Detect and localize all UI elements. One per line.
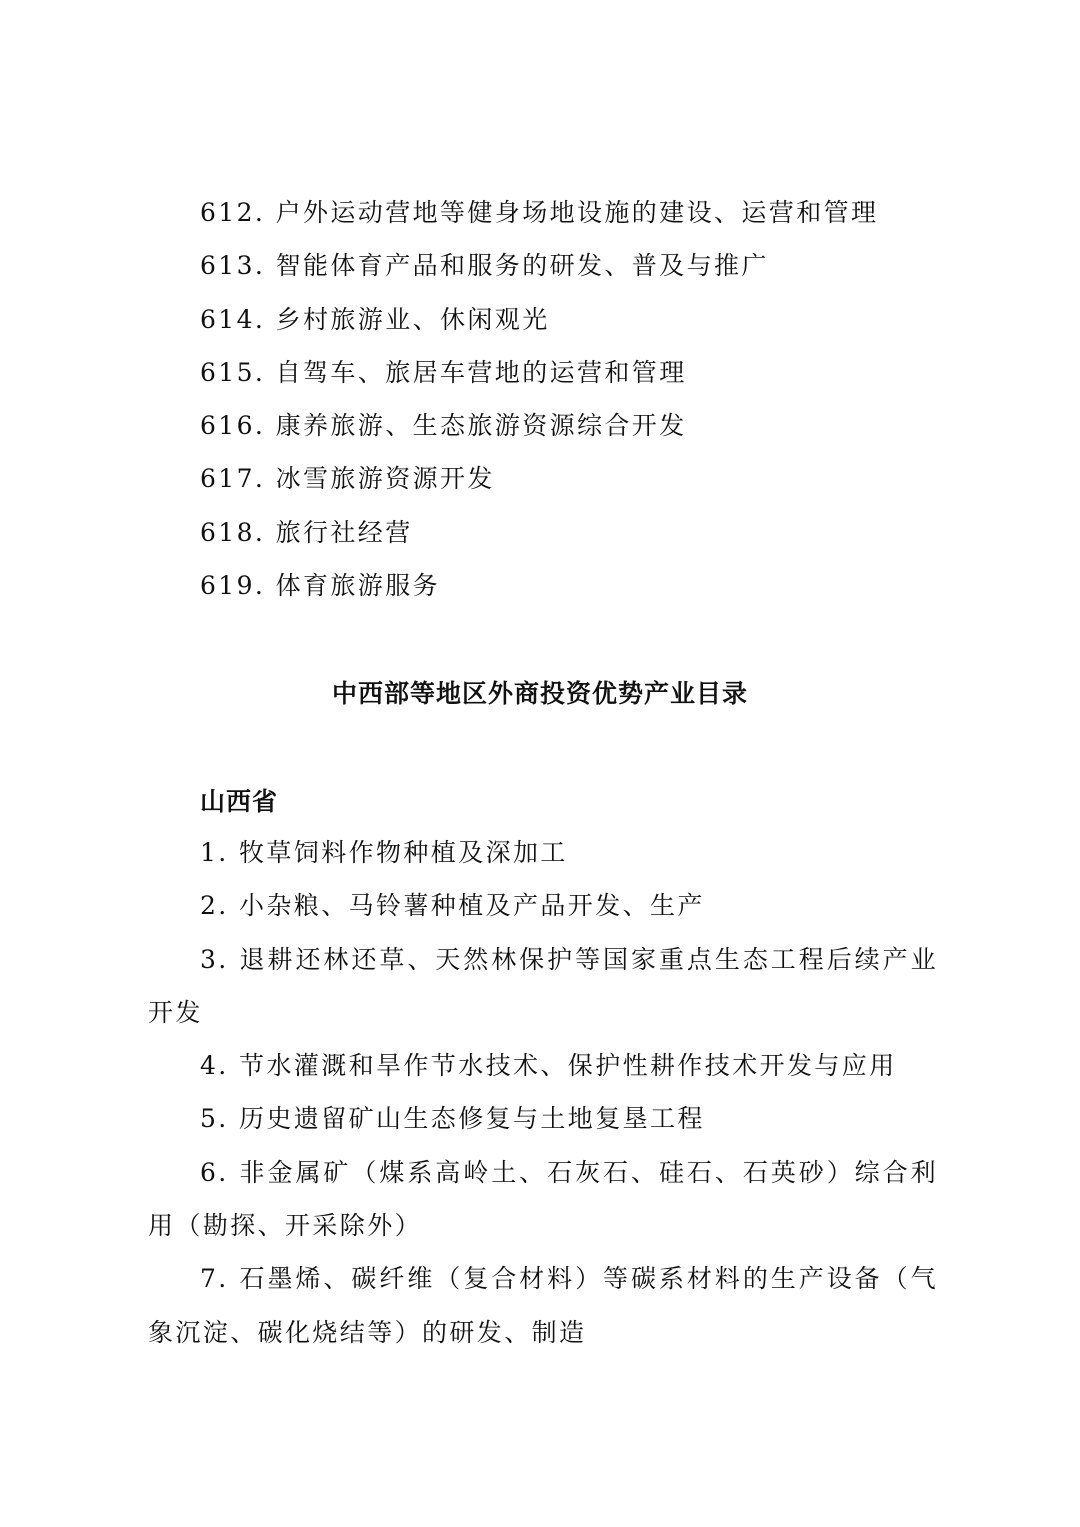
list-item-615: 615. 自驾车、旅居车营地的运营和管理 xyxy=(200,357,687,387)
province-item-list xyxy=(148,826,938,1359)
list-item-618: 618. 旅行社经营 xyxy=(200,517,413,547)
province-item-6: 6. 非金属矿（煤系高岭土、石灰石、硅石、石英砂）综合利用（勘探、开采除外） xyxy=(148,1157,938,1241)
list-item-613: 613. 智能体育产品和服务的研发、普及与推广 xyxy=(200,251,769,281)
province-item-5: 5. 历史遗留矿山生态修复与土地复垦工程 xyxy=(200,1104,705,1134)
list-item-612: 612. 户外运动营地等健身场地设施的建设、运营和管理 xyxy=(200,198,879,227)
province-item-2: 2. 小杂粮、马铃薯种植及产品开发、生产 xyxy=(200,891,705,921)
province-item-4: 4. 节水灌溉和旱作节水技术、保护性耕作技术开发与应用 xyxy=(200,1051,897,1081)
list-item-617: 617. 冰雪旅游资源开发 xyxy=(200,464,495,494)
catalog-list-continued xyxy=(148,186,938,612)
province-item-1: 1. 牧草饲料作物种植及深加工 xyxy=(200,838,568,867)
province-heading: 山西省 xyxy=(200,787,279,816)
province-item-7: 7. 石墨烯、碳纤维（复合材料）等碳系材料的生产设备（气象沉淀、碳化烧结等）的研发、制造 xyxy=(148,1264,938,1347)
list-item-616: 616. 康养旅游、生态旅游资源综合开发 xyxy=(200,411,687,441)
list-item-614: 614. 乡村旅游业、休闲观光 xyxy=(200,304,550,334)
list-item-619: 619. 体育旅游服务 xyxy=(200,571,441,601)
province-item-3: 3. 退耕还林还草、天然林保护等国家重点生态工程后续产业开发 xyxy=(148,944,938,1027)
section-title: 中西部等地区外商投资优势产业目录 xyxy=(331,679,748,708)
